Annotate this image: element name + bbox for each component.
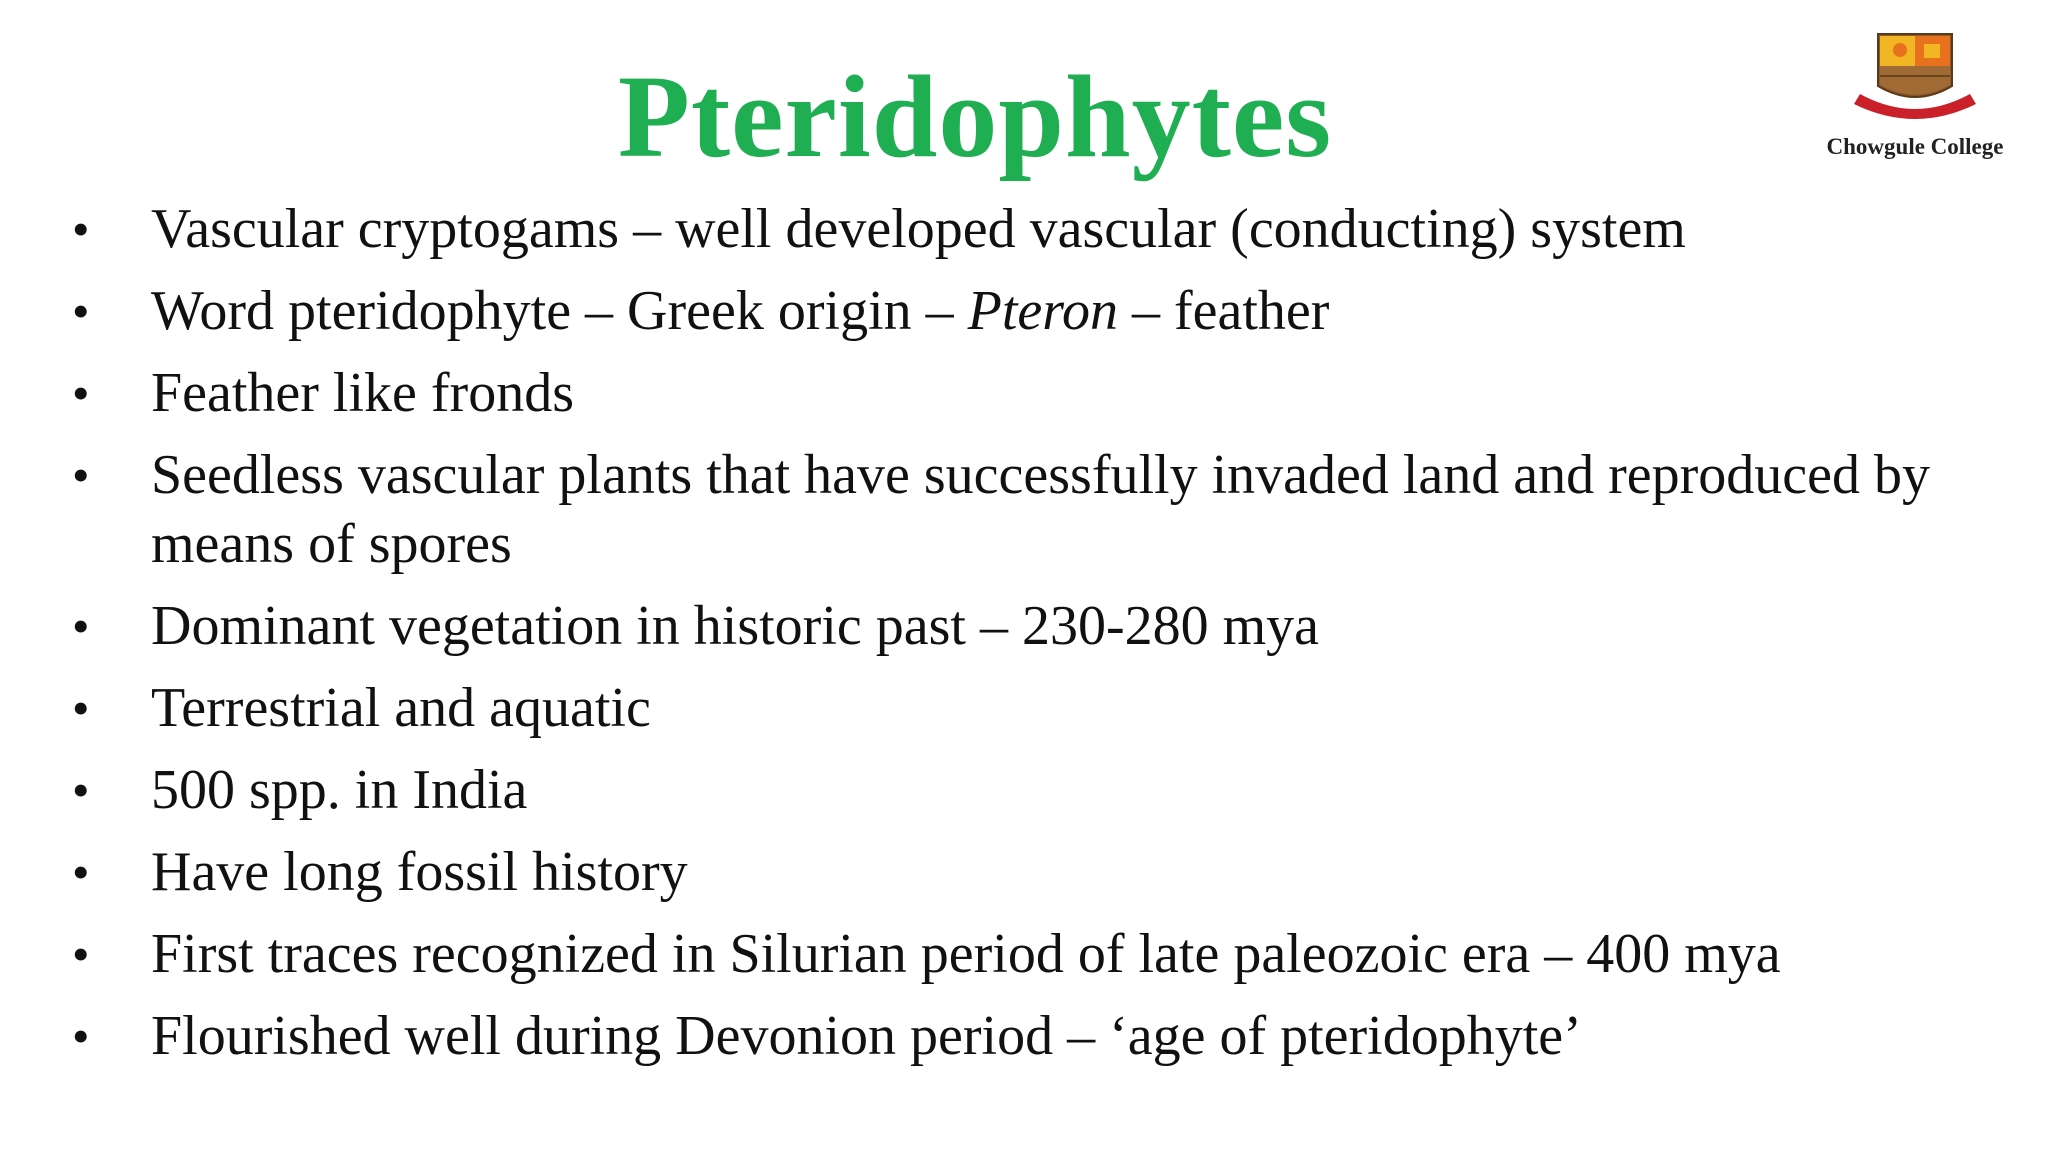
bullet-icon: • <box>72 926 90 982</box>
bullet-text: First traces recognized in Silurian period of late paleozoic era – 400 mya <box>151 923 1781 985</box>
bullet-item <box>0 1002 2001 1071</box>
bullet-text: 500 spp. in India <box>151 759 528 821</box>
bullet-icon: • <box>72 447 90 503</box>
bullet-text: Seedless vascular plants that have successfully invaded land and reproduced by means of spores <box>151 444 1930 575</box>
bullet-icon: • <box>72 598 90 654</box>
college-logo <box>1800 24 2030 164</box>
bullet-text: Feather like fronds <box>151 362 574 424</box>
slide-title: Pteridophytes <box>617 51 1333 182</box>
bullet-icon: • <box>72 1008 90 1064</box>
bullet-text: Terrestrial and aquatic <box>151 677 651 739</box>
bullet-icon: • <box>72 283 90 339</box>
bullet-item <box>0 277 2001 346</box>
bullet-text: Dominant vegetation in historic past – 230-280 mya <box>151 595 1320 657</box>
bullet-text: Flourished well during Devonion period – ‘age of pteridophyte’ <box>151 1005 1582 1067</box>
bullet-icon: • <box>72 680 90 736</box>
bullet-item <box>0 674 2001 743</box>
bullet-item <box>0 441 2001 579</box>
bullet-icon: • <box>72 201 90 257</box>
bullet-icon: • <box>72 844 90 900</box>
bullet-item <box>0 592 2001 661</box>
logo-caption: Chowgule College <box>1826 134 2004 159</box>
bullet-list <box>0 195 2000 1084</box>
bullet-item <box>0 756 2001 825</box>
college-crest-icon <box>1800 24 2030 134</box>
bullet-text-pre: Word pteridophyte – Greek origin – <box>151 280 968 342</box>
bullet-icon: • <box>72 365 90 421</box>
bullet-item <box>0 920 2001 989</box>
bullet-item <box>0 195 2001 264</box>
bullet-text-post: – feather <box>1117 280 1330 342</box>
bullet-text: Vascular cryptogams – well developed vascular (conducting) system <box>151 198 1686 260</box>
bullet-icon: • <box>72 762 90 818</box>
bullet-text-italic: Pteron <box>967 280 1118 342</box>
bullet-item <box>0 359 2001 428</box>
bullet-text: Have long fossil history <box>151 841 688 903</box>
bullet-item <box>0 838 2001 907</box>
